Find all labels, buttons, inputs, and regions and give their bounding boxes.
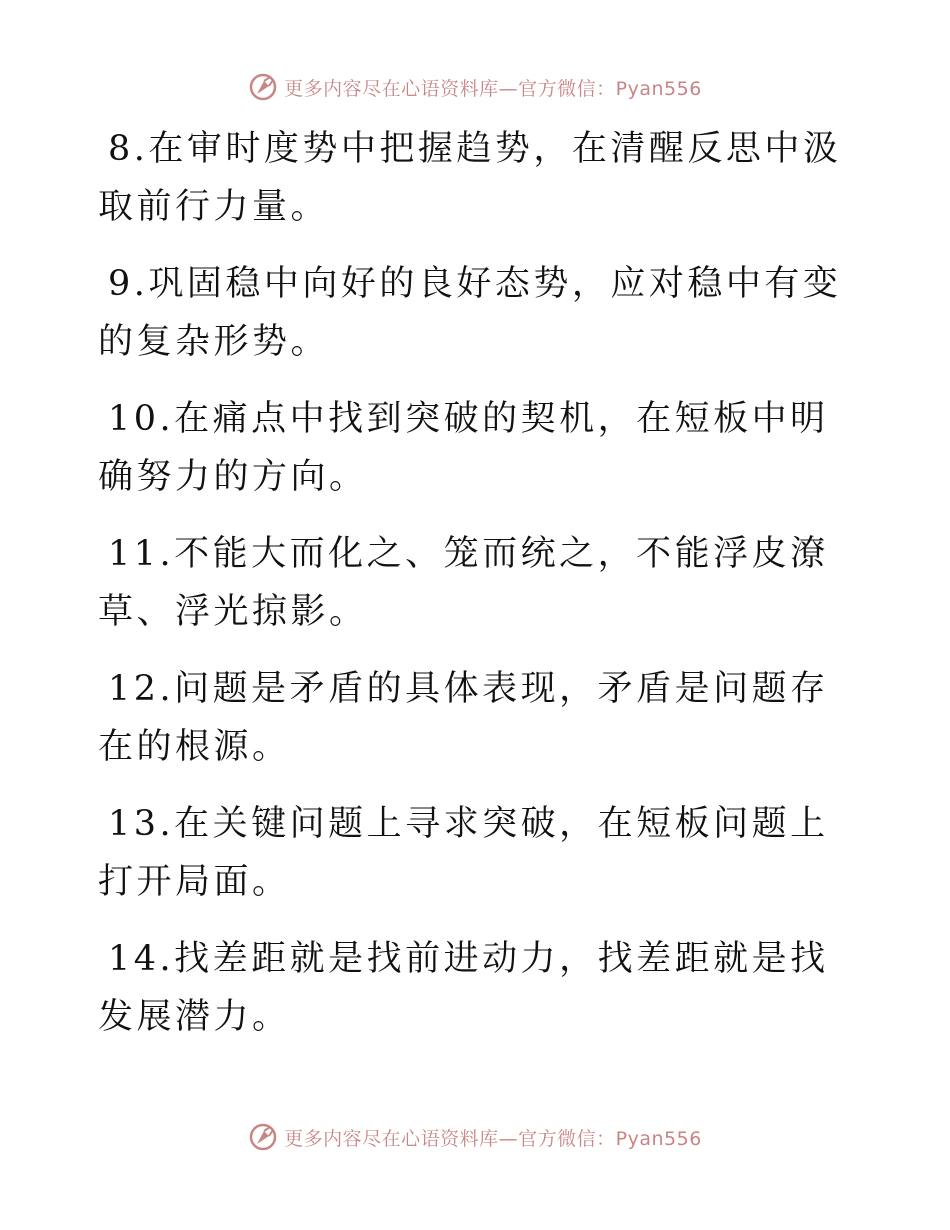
list-item: 8.在审时度势中把握趋势，在清醒反思中汲取前行力量。 (98, 129, 842, 227)
header-banner (0, 72, 950, 102)
list-item: 11.不能大而化之、笼而统之，不能浮皮潦草、浮光掠影。 (98, 534, 829, 632)
list-item: 14.找差距就是找前进动力，找差距就是找发展潜力。 (98, 939, 829, 1037)
list-item: 12.问题是矛盾的具体表现，矛盾是问题存在的根源。 (98, 669, 829, 767)
list-item: 13.在关键问题上寻求突破，在短板问题上打开局面。 (98, 804, 829, 902)
document-body (98, 120, 848, 1065)
footer-banner-text: 更多内容尽在心语资料库—官方微信：Pyan556 (284, 1127, 702, 1150)
list-item: 9.巩固稳中向好的良好态势，应对稳中有变的复杂形势。 (98, 264, 842, 362)
footer-banner (0, 1122, 950, 1152)
list-item: 10.在痛点中找到突破的契机，在短板中明确努力的方向。 (98, 399, 829, 497)
pen-nib-icon (248, 72, 278, 102)
pen-nib-icon (248, 1122, 278, 1152)
header-banner-text: 更多内容尽在心语资料库—官方微信：Pyan556 (284, 77, 702, 100)
